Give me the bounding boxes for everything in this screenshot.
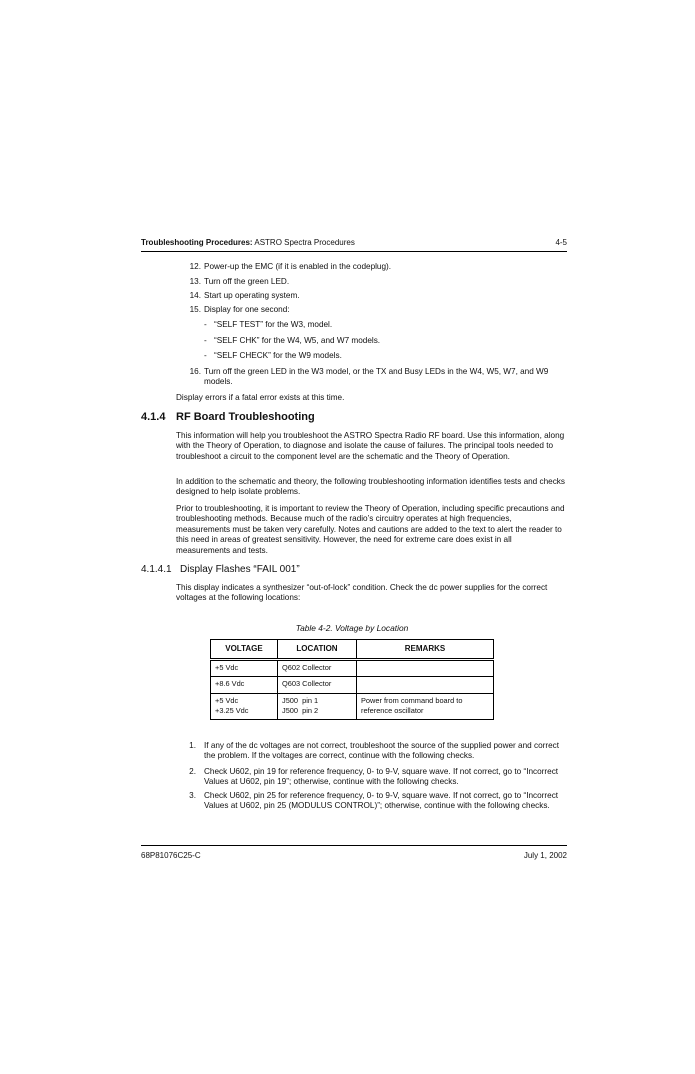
display-errors-note: Display errors if a fatal error exists at this time.: [176, 393, 345, 402]
cell-line: Power from command board to: [361, 696, 463, 705]
option-text: “SELF TEST” for the W3, model.: [214, 320, 333, 329]
cell-line: J500 pin 1: [282, 696, 319, 705]
step-text: Start up operating system.: [204, 291, 300, 300]
check-text: Check U602, pin 25 for reference frequency, 0- to 9-V, square wave. If not correct, go to “Incorrect Values at U602, pin 25 (MODULUS CONTROL)”; otherwise, continue with the following checks.: [204, 791, 559, 811]
table-caption: Table 4-2. Voltage by Location: [295, 623, 409, 633]
step-text: Turn off the green LED in the W3 model, or the TX and Busy LEDs in the W4, W5, W7, and W9 models.: [204, 367, 549, 387]
cell-line: +5 Vdc: [215, 663, 239, 672]
paragraph: In addition to the schematic and theory, the following troubleshooting information identifies tests and checks designed to help isolate problems.: [176, 477, 565, 497]
cell-voltage: [211, 660, 278, 677]
check-number: 1.: [189, 741, 196, 750]
table-row: [211, 694, 494, 720]
cell-voltage: [211, 694, 278, 720]
subsection-number: 4.1.4.1: [141, 564, 172, 575]
footer-date: July 1, 2002: [523, 851, 567, 860]
cell-remarks: [357, 694, 494, 720]
step-number: 14.: [189, 291, 201, 300]
step-number: 13.: [189, 277, 201, 286]
check-number: 3.: [189, 791, 196, 800]
step-number: 16.: [189, 367, 201, 376]
dash-bullet: -: [204, 320, 207, 329]
column-header-location: LOCATION: [278, 640, 357, 660]
step-number: 12.: [189, 262, 201, 271]
cell-line: +5 Vdc: [215, 696, 239, 705]
cell-line: Q602 Collector: [282, 663, 332, 672]
footer-doc-number: 68P81076C25-C: [141, 851, 201, 860]
cell-voltage: [211, 677, 278, 694]
step-number: 15.: [189, 305, 201, 314]
step-text: Power-up the EMC (if it is enabled in the codeplug).: [204, 262, 392, 271]
option-text: “SELF CHK” for the W4, W5, and W7 models.: [214, 336, 381, 345]
cell-location: [278, 677, 357, 694]
cell-line: +8.6 Vdc: [215, 679, 245, 688]
step-text: Display for one second:: [204, 305, 290, 314]
cell-line: reference oscillator: [361, 705, 424, 715]
dash-bullet: -: [204, 336, 207, 345]
cell-line: Q603 Collector: [282, 679, 332, 688]
footer-rule: [141, 845, 567, 846]
cell-line: +3.25 Vdc: [215, 705, 249, 715]
table-row: [211, 660, 494, 677]
column-header-voltage: VOLTAGE: [211, 640, 278, 660]
dash-bullet: -: [204, 351, 207, 360]
running-header: [141, 238, 355, 248]
voltage-table: [210, 639, 494, 720]
cell-remarks: [357, 677, 494, 694]
section-title: RF Board Troubleshooting: [176, 411, 315, 423]
header-section-title: ASTRO Spectra Procedures: [252, 238, 355, 247]
paragraph: Prior to troubleshooting, it is important to review the Theory of Operation, including specific precautions and troubleshooting methods. Because much of the radio’s circuitry operates at high frequencies, measurements must be taken very carefully. Notes and cautions are added to the text to alert the reader to this need in areas of greatest sensitivity. However, the need for extreme care does exist in all measurements and tests.: [176, 504, 565, 555]
header-rule: [141, 251, 567, 252]
check-number: 2.: [189, 767, 196, 776]
column-header-remarks: REMARKS: [357, 640, 494, 660]
header-section-bold: Troubleshooting Procedures:: [141, 238, 253, 247]
cell-remarks: [357, 660, 494, 677]
table-row: [211, 677, 494, 694]
cell-location: [278, 694, 357, 720]
check-text: If any of the dc voltages are not correct, troubleshoot the source of the supplied power and correct the problem. If the voltages are correct, continue with the following checks.: [204, 741, 559, 761]
header-page-number: 4-5: [555, 238, 567, 247]
table-header-row: [211, 640, 494, 660]
subsection-title: Display Flashes “FAIL 001”: [180, 564, 300, 575]
cell-location: [278, 660, 357, 677]
paragraph: This display indicates a synthesizer “out-of-lock” condition. Check the dc power supplies for the correct voltages at the following locations:: [176, 583, 548, 603]
option-text: “SELF CHECK” for the W9 models.: [214, 351, 342, 360]
cell-line: J500 pin 2: [282, 705, 319, 715]
paragraph: This information will help you troubleshoot the ASTRO Spectra Radio RF board. Use this information, along with the Theory of Operation, to diagnose and isolate the cause of failures. The principal tools needed to troubleshoot a circuit to the component level are the schematic and the Theory of Operation.: [176, 431, 565, 461]
step-text: Turn off the green LED.: [204, 277, 290, 286]
section-number: 4.1.4: [141, 411, 166, 423]
check-text: Check U602, pin 19 for reference frequency, 0- to 9-V, square wave. If not correct, go to “Incorrect Values at U602, pin 19”; otherwise, continue with the following checks.: [204, 767, 559, 787]
